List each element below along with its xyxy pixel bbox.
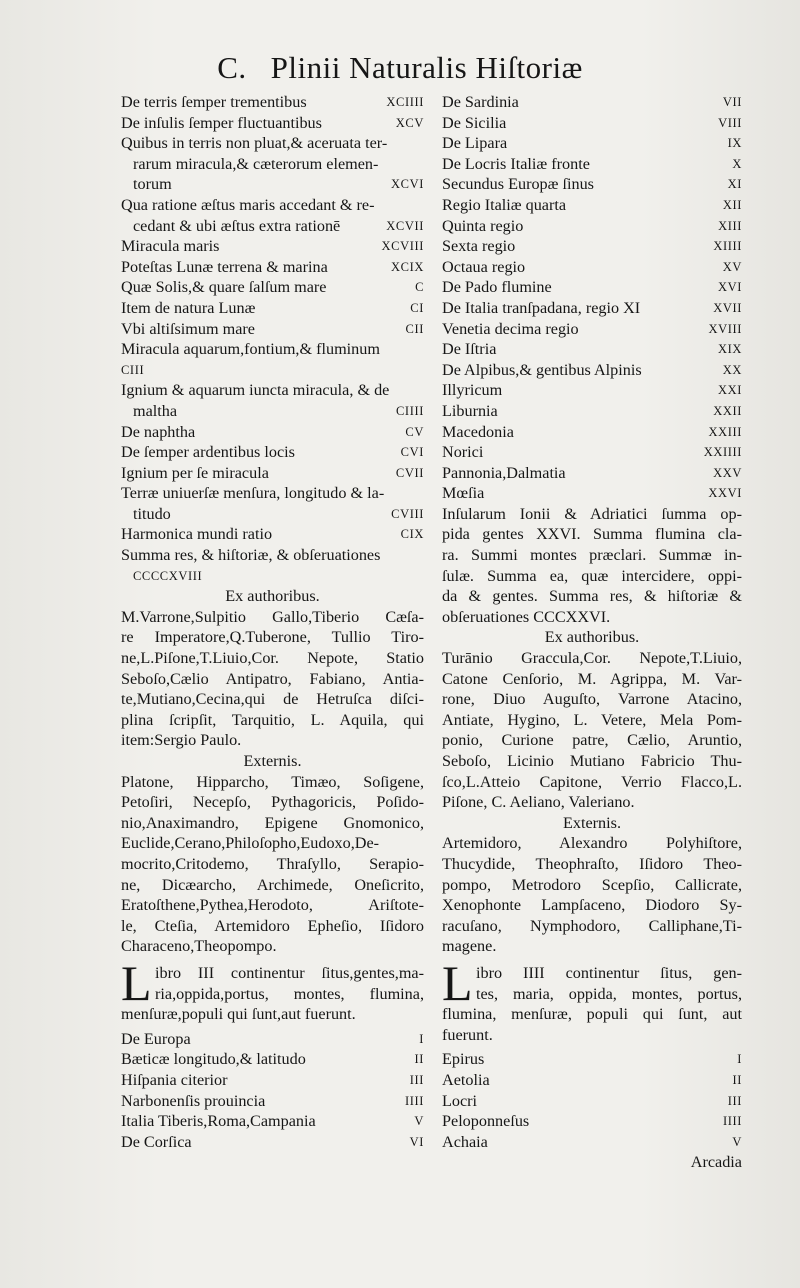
chapter-title: titudo: [133, 504, 171, 523]
right-book-chapter-list: [442, 1049, 742, 1152]
chapter-title: Secundus Europæ ſinus: [442, 175, 594, 194]
text-line: ſulæ. Summa ea, quæ intercidere, oppi-: [442, 566, 742, 585]
right-authors-heading: Ex authoribus.: [544, 628, 640, 647]
chapter-number: CIIII: [396, 403, 424, 418]
text-line: pida gentes XXVI. Summa flumina cla-: [442, 525, 742, 544]
right-column: [442, 92, 742, 1173]
drop-cap-letter: L: [442, 954, 473, 1011]
chapter-entry: [442, 463, 742, 484]
text-line: re Imperatore,Q.Tuberone, Tullio Tiro-: [121, 628, 424, 647]
chapter-entry: [121, 319, 424, 340]
chapter-title: Venetia decima regio: [442, 319, 579, 338]
chapter-title: Regio Italiæ quarta: [442, 195, 567, 214]
text-line: fuerunt.: [442, 1025, 493, 1044]
chapter-entry: [121, 380, 424, 401]
chapter-title: Quibus in terris non pluat,& aceruata ter-: [121, 134, 388, 153]
chapter-title: Epirus: [442, 1050, 485, 1069]
left-book-intro: [121, 954, 424, 1025]
text-line: ra. Summi montes præclari. Summæ in-: [442, 546, 742, 565]
chapter-entry: [442, 154, 742, 175]
chapter-entry: [442, 483, 742, 504]
chapter-entry: [442, 133, 742, 154]
chapter-number: IX: [727, 136, 742, 151]
text-line: Seboſo,Cælio Antipatro, Fabiano, Antia-: [121, 669, 424, 688]
chapter-entry: [442, 298, 742, 319]
chapter-number: XVIII: [708, 321, 742, 336]
text-line: Euclide,Cerano,Philoſopho,Eudoxo,De-: [121, 834, 380, 853]
chapter-entry: [121, 504, 424, 525]
text-line: ne,L.Piſone,T.Liuio,Cor. Nepote, Statio: [121, 649, 424, 668]
chapter-title: Quinta regio: [442, 216, 524, 235]
chapter-number: [418, 483, 424, 504]
text-line: Xenophonte Lampſaceno, Diodoro Sy-: [442, 896, 742, 915]
chapter-title: De inſulis ſemper fluctuantibus: [121, 113, 322, 132]
chapter-entry: [121, 360, 424, 381]
text-line: da & gentes. Summa res, & hiſtoriæ &: [442, 587, 742, 606]
text-line: nio,Anaximandro, Epigene Gnomonico,: [121, 813, 424, 832]
text-line: item:Sergio Paulo.: [121, 731, 242, 750]
chapter-title: De Sicilia: [442, 113, 507, 132]
chapter-number: C: [415, 280, 424, 295]
chapter-number: XVI: [717, 280, 742, 295]
chapter-title: De naphtha: [121, 422, 196, 441]
chapter-entry: [442, 319, 742, 340]
chapter-title: Locri: [442, 1091, 478, 1110]
chapter-number: III: [409, 1072, 424, 1087]
chapter-number: [418, 380, 424, 401]
chapter-title: rarum miracula,& cæterorum elemen-: [133, 154, 379, 173]
text-line: racuſano, Nymphodoro, Calliphane,Ti-: [442, 916, 742, 935]
chapter-number: XII: [722, 197, 742, 212]
chapter-number: XXIIII: [703, 445, 742, 460]
chapter-number: CV: [405, 424, 424, 439]
chapter-entry: [121, 174, 424, 195]
chapter-title: Quæ Solis,& quare ſalſum mare: [121, 278, 327, 297]
chapter-title: De Pado flumine: [442, 278, 552, 297]
chapter-entry: [442, 174, 742, 195]
chapter-entry: [121, 154, 424, 175]
chapter-entry: [442, 257, 742, 278]
chapter-entry: [442, 1091, 742, 1112]
chapter-entry: [121, 216, 424, 237]
right-authors-paragraph: [442, 648, 742, 813]
chapter-entry: [121, 92, 424, 113]
chapter-number: VI: [409, 1134, 424, 1149]
text-line: te,Mutiano,Cecina,qui de Hetruſca diſci-: [121, 690, 424, 709]
chapter-entry: [442, 1132, 742, 1153]
chapter-entry: [442, 442, 742, 463]
chapter-number: IIII: [404, 1093, 424, 1108]
text-line: menſuræ,populi qui ſunt,aut fuerunt.: [121, 1005, 356, 1024]
chapter-entry: [121, 195, 424, 216]
chapter-title: Sexta regio: [442, 237, 516, 256]
chapter-entry: [121, 545, 424, 566]
right-book-intro: [442, 954, 742, 1045]
chapter-title: maltha: [133, 401, 178, 420]
text-line: rone, Diuo Auguſto, Varrone Atacino,: [442, 690, 742, 709]
chapter-entry: [121, 566, 424, 587]
chapter-title: De Lipara: [442, 134, 508, 153]
chapter-entry: [121, 1111, 424, 1132]
text-line: flumina, menſuræ, populi qui ſunt, aut: [442, 1005, 742, 1024]
chapter-entry: [121, 1049, 424, 1070]
chapter-number: XX: [722, 362, 742, 377]
chapter-title: Macedonia: [442, 422, 514, 441]
chapter-title: Achaia: [442, 1132, 488, 1151]
page-title: Plinii Naturalis Hiſtoriæ: [270, 50, 583, 85]
chapter-entry: [442, 422, 742, 443]
page-letter: C.: [217, 50, 247, 85]
chapter-number: I: [737, 1052, 742, 1067]
chapter-number: XIX: [717, 342, 742, 357]
chapter-title: Summa res, & hiſtoriæ, & obſeruationes: [121, 546, 381, 565]
text-line: ibro IIII continentur ſitus, gen-: [476, 963, 742, 982]
chapter-title: Miracula maris: [121, 237, 220, 256]
chapter-title: Harmonica mundi ratio: [121, 525, 273, 544]
chapter-title: Illyricum: [442, 381, 503, 400]
left-chapter-list: [121, 92, 424, 586]
text-line: ibro III continentur ſitus,gentes,ma-: [155, 963, 424, 982]
chapter-number: XCIX: [391, 259, 424, 274]
chapter-entry: [442, 1111, 742, 1132]
text-line: pompo, Metrodoro Scepſio, Callicrate,: [442, 875, 742, 894]
chapter-number: XCVIII: [381, 239, 424, 254]
chapter-title: Miracula aquarum,fontium,& fluminum: [121, 340, 380, 359]
chapter-title: De Alpibus,& gentibus Alpinis: [442, 360, 642, 379]
chapter-number: XXV: [713, 465, 742, 480]
chapter-entry: [442, 277, 742, 298]
text-line: ponio, Curione patre, Cælio, Aruntio,: [442, 731, 742, 750]
chapter-title: Ignium per ſe miracula: [121, 463, 269, 482]
right-externis-paragraph: [442, 833, 742, 957]
text-line: Thucydide, Theophraſto, Iſidoro Theo-: [442, 854, 742, 873]
chapter-number: CIII: [121, 362, 145, 377]
chapter-title: Liburnia: [442, 401, 498, 420]
chapter-number: X: [732, 156, 742, 171]
chapter-title: Narbonenſis prouincia: [121, 1091, 266, 1110]
chapter-number: CVIII: [391, 506, 424, 521]
chapter-number: XVII: [713, 300, 742, 315]
chapter-entry: [121, 483, 424, 504]
chapter-entry: [442, 92, 742, 113]
chapter-number: VIII: [718, 115, 742, 130]
chapter-number: CVII: [395, 465, 424, 480]
chapter-number: CCCCXVIII: [133, 568, 203, 583]
right-externis-heading: Externis.: [563, 813, 621, 832]
chapter-entry: [121, 113, 424, 134]
chapter-title: Hiſpania citerior: [121, 1070, 228, 1089]
chapter-number: XCVI: [391, 177, 424, 192]
chapter-entry: [442, 236, 742, 257]
text-line: obſeruationes CCCXXVI.: [442, 607, 611, 626]
chapter-number: XXVI: [708, 486, 742, 501]
chapter-title: De Sardinia: [442, 93, 519, 111]
chapter-entry: [442, 339, 742, 360]
text-line: plina ſcripſit, Tarquitio, L. Aquila, qui: [121, 710, 424, 729]
chapter-entry: [121, 1091, 424, 1112]
text-line: ne, Dicæarcho, Archimede, Oneſicrito,: [121, 875, 424, 894]
chapter-number: XXI: [717, 383, 742, 398]
text-line: tes, maria, oppida, montes, portus,: [476, 984, 742, 1003]
chapter-title: De ſemper ardentibus locis: [121, 443, 295, 462]
chapter-number: CII: [405, 321, 424, 336]
chapter-title: torum: [133, 175, 172, 194]
text-line: Seboſo, Licinio Mutiano Fabricio Thu-: [442, 752, 742, 770]
chapter-entry: [121, 442, 424, 463]
right-chapter-list: [442, 92, 742, 504]
chapter-number: CIX: [400, 527, 424, 542]
chapter-entry: [442, 401, 742, 422]
chapter-entry: [121, 422, 424, 443]
drop-cap-letter: L: [121, 954, 152, 1011]
chapter-entry: [442, 380, 742, 401]
text-line: Petoſiri, Necepſo, Pythagoricis, Poſido-: [121, 793, 424, 812]
text-line: Eratoſthene,Pythea,Herodoto, Ariſtote-: [121, 896, 424, 915]
chapter-number: XCIIII: [386, 95, 424, 109]
chapter-title: Bæticæ longitudo,& latitudo: [121, 1050, 306, 1069]
chapter-entry: [121, 1029, 424, 1050]
text-line: ſco,L.Atteio Capitone, Verrio Flacco,L.: [442, 772, 742, 791]
chapter-number: XV: [722, 259, 742, 274]
chapter-number: CVI: [400, 445, 424, 460]
chapter-title: De Iſtria: [442, 340, 497, 359]
chapter-number: XXII: [713, 403, 742, 418]
text-line: Piſone, C. Aeliano, Valeriano.: [442, 793, 635, 812]
text-line: Characeno,Theopompo.: [121, 937, 277, 956]
chapter-title: Mœſia: [442, 484, 485, 503]
chapter-number: XI: [727, 177, 742, 192]
chapter-number: V: [732, 1134, 742, 1149]
chapter-entry: [121, 277, 424, 298]
text-line: magene.: [442, 937, 497, 956]
chapter-title: Ignium & aquarum iuncta miracula, & de: [121, 381, 390, 400]
chapter-number: CI: [410, 300, 424, 315]
text-line: le, Cteſia, Artemidoro Epheſio, Iſidoro: [121, 916, 424, 935]
chapter-entry: [121, 1070, 424, 1091]
text-line: M.Varrone,Sulpitio Gallo,Tiberio Cæſa-: [121, 607, 424, 626]
chapter-title: Poteſtas Lunæ terrena & marina: [121, 257, 328, 276]
left-authors-heading: Ex authoribus.: [225, 587, 320, 606]
chapter-title: De Corſica: [121, 1132, 192, 1151]
text-line: Platone, Hipparcho, Timæo, Soſigene,: [121, 772, 424, 791]
left-column: [121, 92, 424, 1152]
chapter-title: Item de natura Lunæ: [121, 298, 256, 317]
chapter-title: De Locris Italiæ fronte: [442, 154, 590, 173]
chapter-title: De Italia tranſpadana, regio XI: [442, 298, 641, 317]
chapter-entry: [121, 401, 424, 422]
chapter-entry: [121, 524, 424, 545]
catchword: Arcadia: [690, 1153, 742, 1172]
chapter-number: [418, 545, 424, 566]
left-externis-paragraph: [121, 772, 424, 957]
chapter-number: III: [727, 1093, 742, 1108]
chapter-number: XCVII: [386, 218, 424, 233]
chapter-entry: [121, 339, 424, 360]
text-line: Turānio Graccula,Cor. Nepote,T.Liuio,: [442, 649, 742, 668]
text-line: Antiate, Hygino, L. Vetere, Mela Pom-: [442, 710, 742, 729]
text-line: mocrito,Critodemo, Thraſyllo, Serapio-: [121, 854, 424, 873]
chapter-entry: [442, 1070, 742, 1091]
chapter-number: XIIII: [713, 239, 742, 254]
chapter-entry: [442, 195, 742, 216]
chapter-title: Norici: [442, 443, 484, 462]
running-header: [0, 50, 800, 86]
text-line: Catone Cenſorio, M. Agrippa, M. Var-: [442, 669, 742, 688]
text-line: ria,oppida,portus, montes, flumina,: [155, 984, 424, 1003]
chapter-entry: [442, 360, 742, 381]
chapter-entry: [442, 216, 742, 237]
left-externis-heading: Externis.: [243, 752, 302, 770]
chapter-number: V: [414, 1114, 424, 1129]
chapter-entry: [121, 1132, 424, 1153]
chapter-number: VII: [722, 95, 742, 109]
chapter-number: II: [732, 1072, 742, 1087]
chapter-title: De Europa: [121, 1029, 191, 1048]
chapter-number: [418, 339, 424, 360]
text-line: Inſularum Ionii & Adriatici ſumma op-: [442, 504, 742, 523]
left-authors-paragraph: [121, 607, 424, 751]
chapter-title: Qua ratione æſtus maris accedant & re-: [121, 195, 375, 214]
chapter-entry: [121, 298, 424, 319]
left-book-chapter-list: [121, 1029, 424, 1153]
chapter-entry: [442, 113, 742, 134]
chapter-number: II: [414, 1052, 424, 1067]
chapter-number: IIII: [722, 1114, 742, 1129]
chapter-number: XIII: [718, 218, 742, 233]
chapter-entry: [121, 133, 424, 154]
chapter-title: Octaua regio: [442, 257, 526, 276]
chapter-title: De terris ſemper trementibus: [121, 93, 307, 111]
chapter-number: [418, 154, 424, 175]
chapter-number: XXIII: [708, 424, 742, 439]
chapter-title: Vbi altiſsimum mare: [121, 319, 255, 338]
chapter-entry: [121, 463, 424, 484]
right-summary-paragraph: [442, 504, 742, 628]
chapter-number: [418, 133, 424, 154]
chapter-title: Aetolia: [442, 1070, 490, 1089]
chapter-number: [418, 195, 424, 216]
chapter-title: Italia Tiberis,Roma,Campania: [121, 1112, 316, 1131]
chapter-title: cedant & ubi æſtus extra rationē: [133, 216, 341, 235]
chapter-title: Terræ uniuerſæ menſura, longitudo & la-: [121, 484, 385, 503]
chapter-entry: [121, 257, 424, 278]
chapter-title: Pannonia,Dalmatia: [442, 463, 566, 482]
chapter-number: XCV: [395, 115, 424, 130]
chapter-entry: [121, 236, 424, 257]
chapter-number: I: [419, 1031, 424, 1046]
chapter-entry: [442, 1049, 742, 1070]
text-line: Artemidoro, Alexandro Polyhiſtore,: [442, 834, 742, 853]
chapter-title: Peloponneſus: [442, 1112, 530, 1131]
